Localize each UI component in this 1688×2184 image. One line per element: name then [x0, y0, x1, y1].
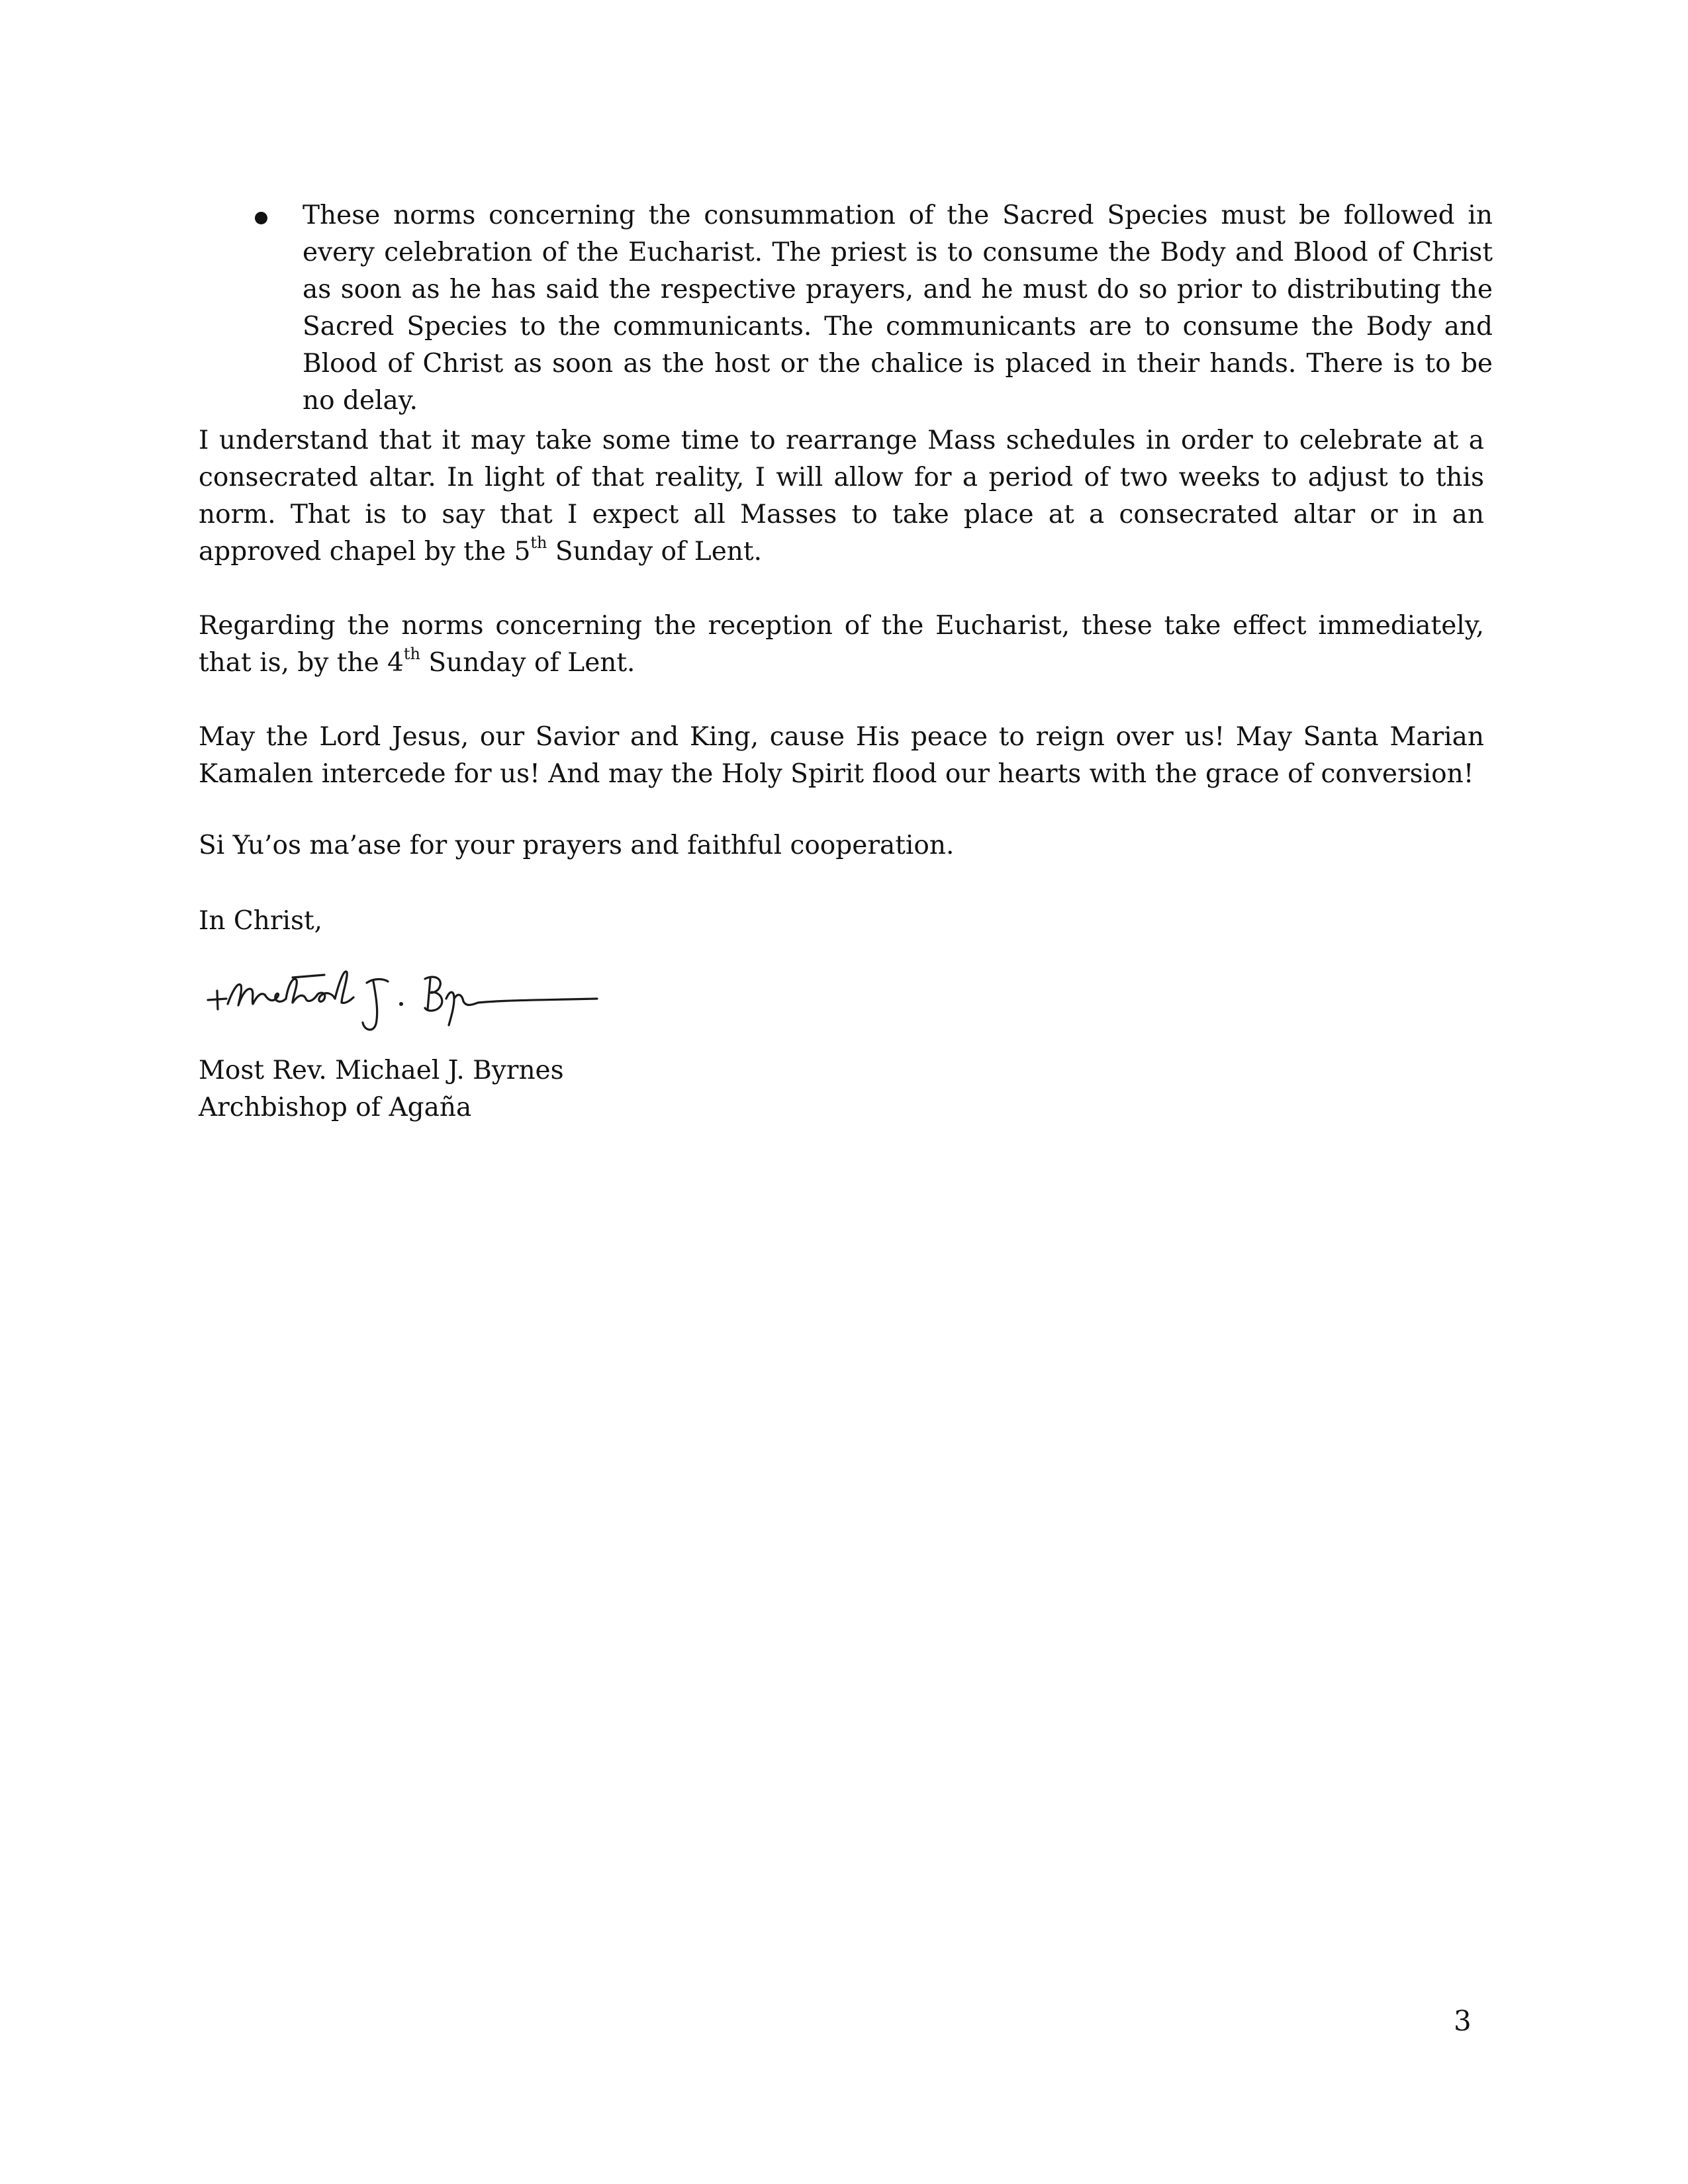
paragraph-mass-schedule — [199, 422, 1484, 570]
page-number: 3 — [1454, 2005, 1472, 2037]
signatory-title: Archbishop of Agaña — [199, 1093, 472, 1122]
bullet-text: These norms concerning the consummation of the Sacred Species must be followed in every celebration of the Eucharist. The priest is to consume the Body and Blood of Christ as soon as he has said the respective prayers, and he must do so prior to distributing the Sacred Species to the communicants. The communicants are to consume the Body and Blood of Christ as soon as the host or the chalice is placed in their hands. There is to be no delay. — [303, 201, 1493, 416]
paragraph-reception-norms-end: Sunday of Lent. — [420, 648, 635, 678]
ordinal-suffix: th — [403, 645, 420, 663]
paragraph-thanks: Si Yu’os ma’ase for your prayers and faithful cooperation. — [199, 831, 955, 860]
ordinal-suffix: th — [530, 533, 547, 552]
paragraph-reception-norms-text: Regarding the norms concerning the reception of the Eucharist, these take effect immediately, that is, by the 4 — [199, 611, 1484, 678]
signatory-name: Most Rev. Michael J. Byrnes — [199, 1056, 564, 1085]
bullet-dot-icon — [255, 212, 267, 224]
handwritten-signature — [200, 943, 610, 1042]
paragraph-mass-schedule-end: Sunday of Lent. — [547, 537, 762, 567]
paragraph-mass-schedule-text: I understand that it may take some time to rearrange Mass schedules in order to celebrate at a consecrated altar. In light of that reality, I will allow for a period of two weeks to adjust to this norm. That is to say that I expect all Masses to take place at a consecrated altar or in an approved chapel by the 5 — [199, 426, 1484, 567]
paragraph-blessing: May the Lord Jesus, our Savior and King, cause His peace to reign over us! May Santa Marian Kamalen intercede for us! And may the Holy Spirit flood our hearts with the grace of conversion! — [199, 722, 1484, 789]
salutation: In Christ, — [199, 906, 323, 936]
paragraph-reception-norms — [199, 608, 1484, 682]
